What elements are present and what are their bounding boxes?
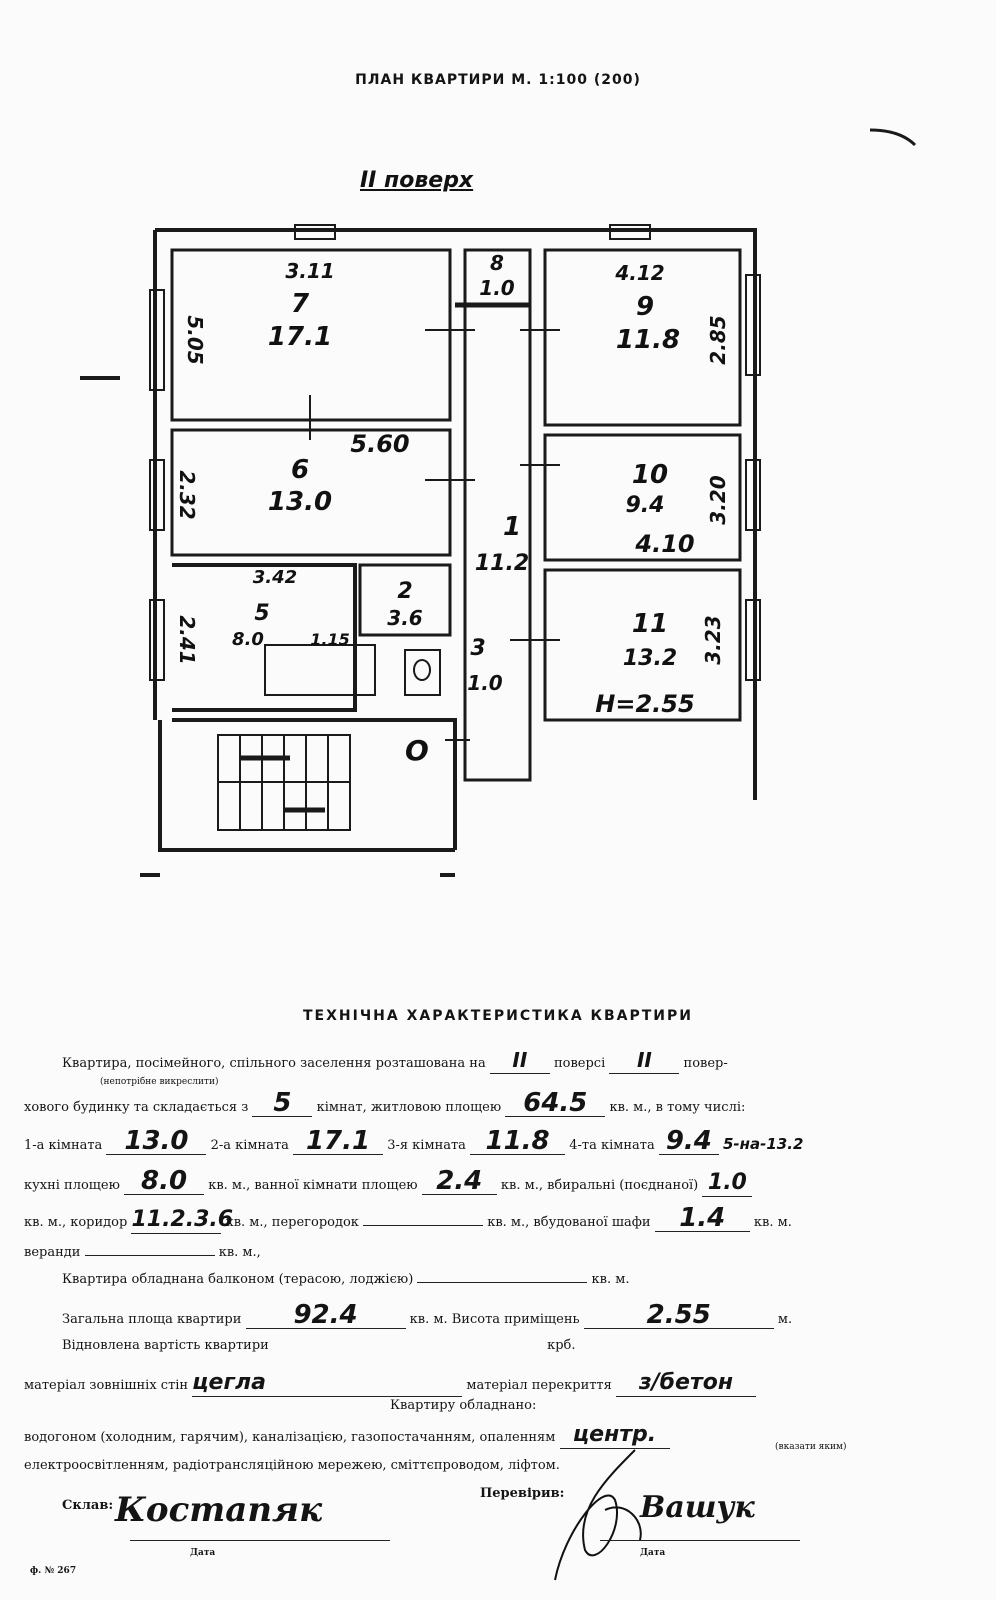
tech-line-1: Квартира, посімейного, спільного заселення розташована на II поверсі II повер- bbox=[62, 1048, 728, 1072]
dim: 1.15 bbox=[310, 630, 350, 649]
tech-line-6: веранди кв. м., bbox=[24, 1245, 261, 1260]
compiled-label: Склав: bbox=[62, 1498, 114, 1513]
date-label-2: Дата bbox=[640, 1548, 666, 1558]
dim: 3.42 bbox=[252, 567, 298, 588]
dim: 5.05 bbox=[183, 315, 207, 365]
room-7-num: 7 bbox=[290, 289, 310, 319]
room-6-num: 6 bbox=[290, 455, 310, 485]
tech-line-11: Квартиру обладнано: bbox=[390, 1398, 537, 1413]
room-6-area: 13.0 bbox=[267, 487, 333, 517]
tech-line-3: 1-а кімната 13.0 2-а кімната 17.1 3-я кімната 11.8 4-та кімната 9.4 5-на-13.2 bbox=[24, 1126, 804, 1156]
dim: 2.85 bbox=[706, 315, 730, 365]
dim: 3.23 bbox=[701, 615, 725, 665]
room-9-area: 11.8 bbox=[615, 325, 681, 355]
floor-handwritten: II поверх bbox=[360, 168, 474, 193]
plan-title: ПЛАН КВАРТИРИ М. 1:100 (200) bbox=[355, 72, 641, 88]
room-10-num: 10 bbox=[631, 460, 669, 490]
room-7-area: 17.1 bbox=[267, 322, 333, 352]
room-3-area: 1.0 bbox=[467, 671, 503, 695]
tech-line-4: кухні площею 8.0 кв. м., ванної кімнати площею 2.4 кв. м., вбиральні (поєднаної) 1.0 bbox=[24, 1168, 752, 1197]
room-5-area: 8.0 bbox=[232, 629, 264, 650]
room-2-area: 3.6 bbox=[387, 606, 423, 630]
compiled-signature: Костапяк bbox=[115, 1490, 323, 1530]
room-1-area: 11.2 bbox=[474, 551, 530, 576]
dim: 3.11 bbox=[285, 259, 335, 283]
room-8-num: 8 bbox=[490, 251, 504, 275]
note-specify: (вказати яким) bbox=[775, 1442, 847, 1452]
date-label-1: Дата bbox=[190, 1548, 216, 1558]
corner-mark bbox=[870, 130, 915, 145]
room-2-num: 2 bbox=[397, 579, 413, 604]
room-11-num: 11 bbox=[631, 609, 669, 639]
room-5-num: 5 bbox=[254, 601, 270, 626]
dim: 4.10 bbox=[635, 530, 695, 558]
entrance-marker: O bbox=[405, 734, 429, 767]
tech-title: ТЕХНІЧНА ХАРАКТЕРИСТИКА КВАРТИРИ bbox=[303, 1008, 693, 1024]
dim: 2.32 bbox=[175, 470, 199, 520]
room-8-area: 1.0 bbox=[479, 276, 515, 300]
tech-line-12: водогоном (холодним, гарячим), каналізацією, газопостачанням, опаленням центр. bbox=[24, 1422, 670, 1449]
height-note: H=2.55 bbox=[595, 690, 695, 718]
dim: 3.20 bbox=[706, 475, 730, 525]
room-3-num: 3 bbox=[470, 636, 486, 661]
tech-line-2: хового будинку та складається з 5 кімнат, житловою площею 64.5 кв. м., в тому числі: bbox=[24, 1088, 746, 1118]
form-number: ф. № 267 bbox=[30, 1566, 77, 1576]
note-strike: (непотрібне викреслити) bbox=[100, 1077, 219, 1087]
room-9-num: 9 bbox=[635, 292, 655, 322]
tech-line-10: матеріал зовнішніх стін цегла матеріал перекриття з/бетон bbox=[24, 1370, 756, 1397]
room-1-num: 1 bbox=[502, 512, 522, 542]
checked-signature-scribble bbox=[545, 1440, 655, 1590]
tech-line-8: Загальна площа квартири 92.4 кв. м. Висота приміщень 2.55 м. bbox=[62, 1300, 793, 1330]
tech-line-9: Відновлена вартість квартири крб. bbox=[62, 1338, 576, 1353]
checked-label: Перевірив: bbox=[480, 1486, 565, 1501]
tech-line-7: Квартира обладнана балконом (терасою, лоджією) кв. м. bbox=[62, 1272, 630, 1287]
checked-signature: Вашук bbox=[640, 1490, 755, 1525]
dim: 4.12 bbox=[615, 261, 665, 285]
room-10-area: 9.4 bbox=[625, 493, 665, 518]
dim: 5.60 bbox=[350, 430, 410, 458]
tech-line-5: кв. м., коридор 11.2.3.6 кв. м., перегородок кв. м., вбудованої шафи 1.4 кв. м. bbox=[24, 1203, 792, 1233]
dim: 2.41 bbox=[175, 615, 199, 665]
room-11-area: 13.2 bbox=[622, 646, 678, 671]
tech-line-13: електроосвітленням, радіотрансляційною мережею, сміттєпроводом, ліфтом. bbox=[24, 1458, 560, 1473]
